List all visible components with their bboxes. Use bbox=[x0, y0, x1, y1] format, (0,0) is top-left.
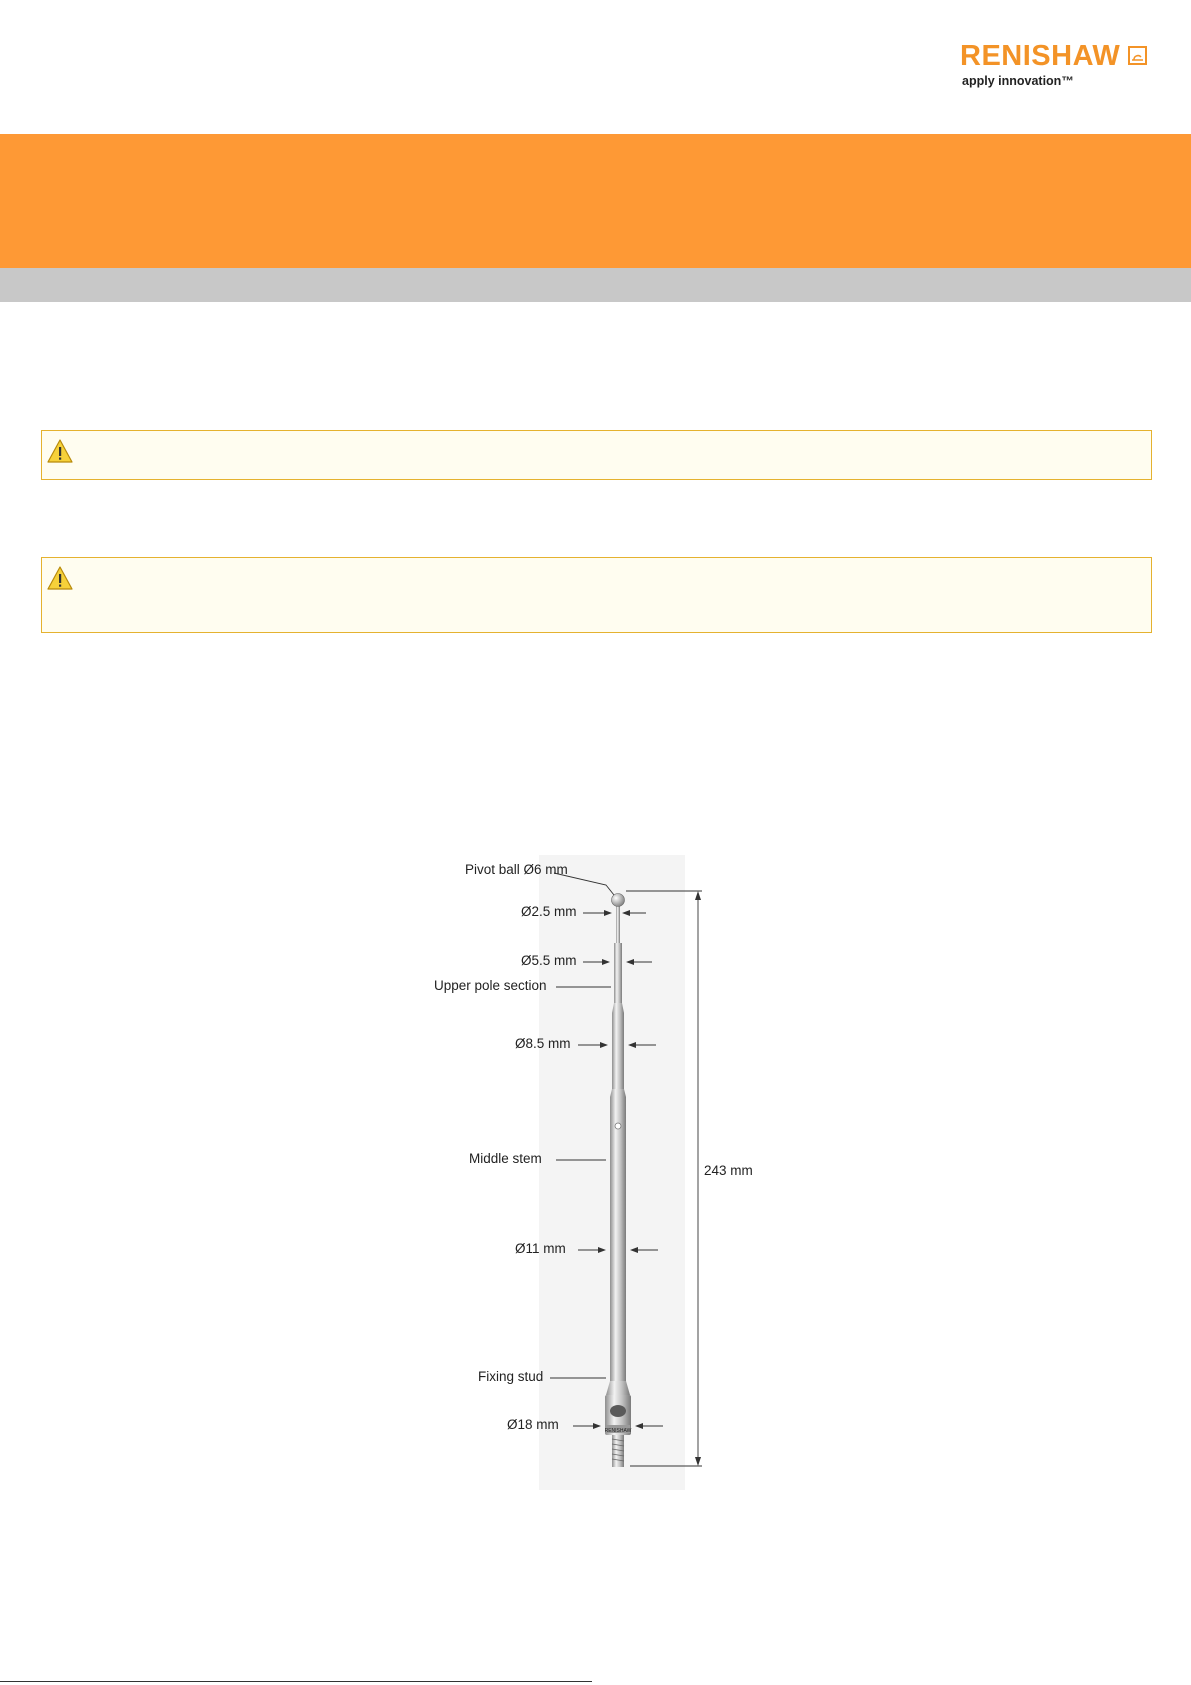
stylus-engraving: RENISHAW bbox=[604, 1428, 632, 1434]
warning-triangle-icon bbox=[47, 439, 73, 463]
label-diameter-18: Ø18 mm bbox=[507, 1417, 559, 1432]
warning-triangle-icon bbox=[47, 566, 73, 590]
label-diameter-8-5: Ø8.5 mm bbox=[515, 1036, 571, 1051]
warning-box bbox=[41, 557, 1152, 633]
label-pivot-ball: Pivot ball Ø6 mm bbox=[465, 862, 568, 877]
label-middle-stem: Middle stem bbox=[469, 1151, 542, 1166]
logo-wordmark: RENISHAW bbox=[960, 40, 1121, 72]
label-diameter-11: Ø11 mm bbox=[515, 1241, 566, 1256]
renishaw-logo bbox=[960, 38, 1150, 94]
header-subbar bbox=[0, 268, 1191, 302]
logo-mark-icon bbox=[1128, 46, 1147, 65]
label-fixing-stud: Fixing stud bbox=[478, 1369, 544, 1384]
warning-box bbox=[41, 430, 1152, 480]
label-upper-pole: Upper pole section bbox=[434, 978, 547, 993]
label-length: 243 mm bbox=[704, 1163, 753, 1178]
stylus-diagram bbox=[430, 855, 780, 1495]
footer-rule bbox=[0, 1681, 592, 1682]
label-diameter-5-5: Ø5.5 mm bbox=[521, 953, 577, 968]
header-banner bbox=[0, 134, 1191, 268]
label-diameter-2-5: Ø2.5 mm bbox=[521, 904, 577, 919]
logo-tagline: apply innovation™ bbox=[962, 74, 1074, 88]
